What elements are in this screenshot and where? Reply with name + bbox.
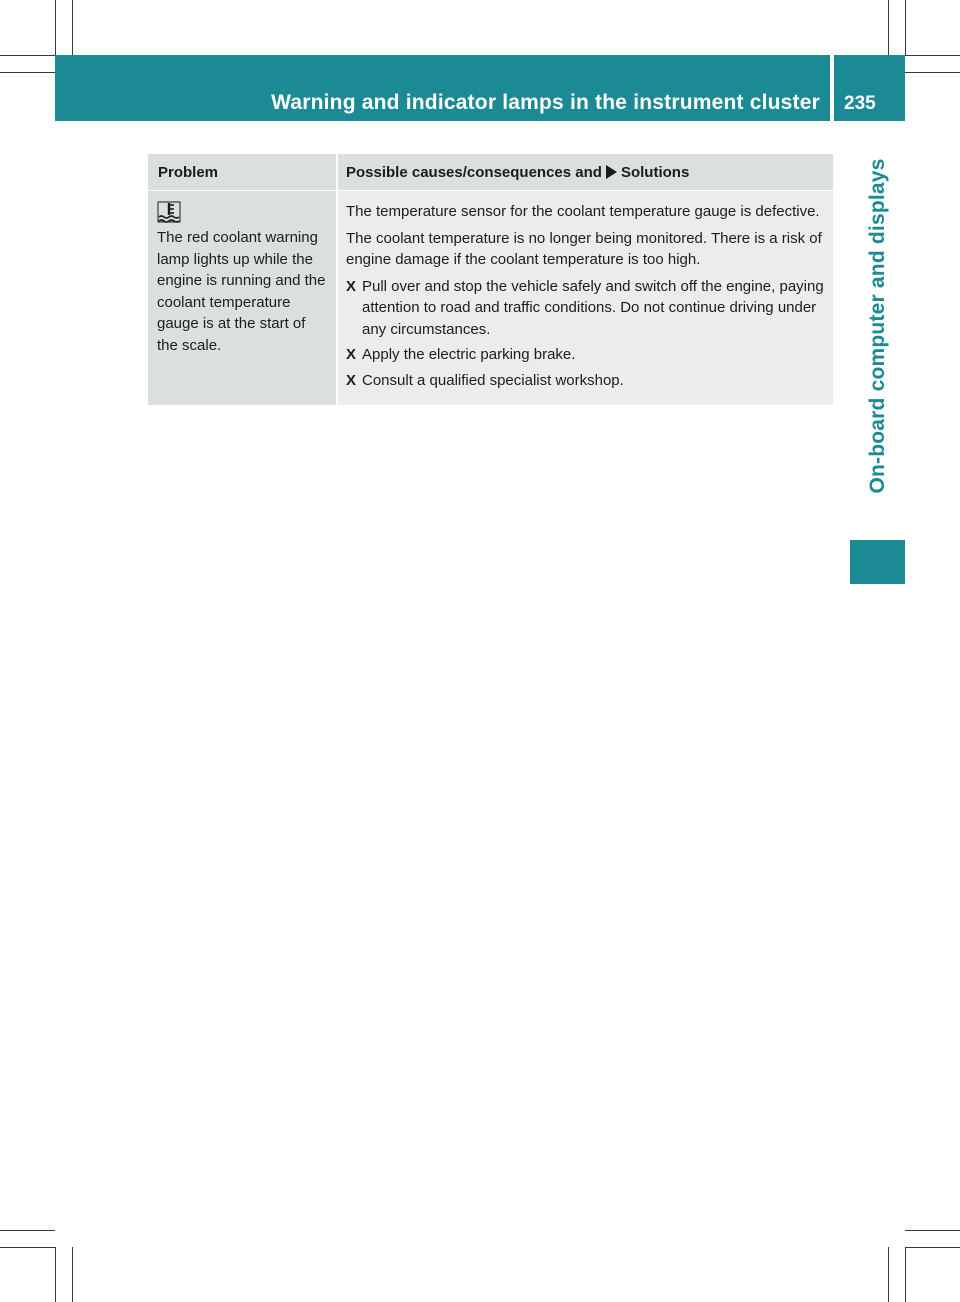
section-tab-marker — [850, 540, 905, 584]
column-header-solutions — [346, 164, 689, 181]
table-row — [148, 191, 833, 405]
cause-text: The temperature sensor for the coolant temperature gauge is defective. — [346, 203, 820, 220]
crop-mark — [72, 1247, 73, 1302]
problem-solution-table — [148, 154, 833, 405]
header-cell-solutions — [336, 154, 833, 190]
crop-mark — [905, 1247, 906, 1302]
solution-step — [346, 276, 827, 341]
table-header — [148, 154, 833, 190]
crop-mark — [905, 55, 960, 56]
crop-mark — [55, 1247, 56, 1302]
step-marker-icon: X — [346, 371, 357, 389]
page-number: 235 — [844, 93, 876, 114]
step-text: Apply the electric parking brake. — [362, 346, 576, 363]
step-marker-icon: X — [346, 346, 357, 363]
column-header-solutions-suffix: Solutions — [620, 163, 690, 181]
column-header-problem: Problem — [158, 163, 219, 181]
crop-mark — [0, 72, 55, 73]
column-header-solutions-prefix: Possible causes/consequences and — [346, 163, 602, 181]
crop-mark — [905, 0, 906, 55]
problem-cell — [148, 191, 336, 405]
solution-step — [346, 344, 827, 366]
step-text: Consult a qualified specialist workshop. — [362, 371, 624, 389]
step-text: Pull over and stop the vehicle safely and switch off the engine, paying attention to road and traffic conditions. Do not continue driving under any circumstances. — [362, 277, 824, 338]
crop-mark — [905, 72, 960, 73]
arrow-right-icon — [606, 165, 617, 179]
header-band — [55, 55, 830, 121]
consequence-text: The coolant temperature is no longer being monitored. There is a risk of engine damage if the coolant temperature is too high. — [346, 229, 822, 268]
header-cell-problem — [148, 154, 336, 190]
step-marker-icon: X — [346, 277, 357, 295]
crop-mark — [0, 55, 55, 56]
page-title: Warning and indicator lamps in the instrument cluster — [271, 91, 820, 114]
solutions-cell — [336, 191, 833, 405]
section-title: On-board computer and displays — [865, 158, 889, 494]
crop-mark — [905, 1247, 960, 1248]
crop-mark — [905, 1230, 960, 1231]
crop-mark — [55, 0, 56, 55]
crop-mark — [0, 1247, 55, 1248]
section-side-label — [850, 121, 905, 531]
crop-mark — [72, 0, 73, 55]
crop-mark — [888, 1247, 889, 1302]
crop-mark — [888, 0, 889, 55]
problem-text: The red coolant warning lamp lights up while the engine is running and the coolant temperature gauge is at the start of the scale. — [157, 229, 326, 354]
page-number-band — [834, 55, 905, 121]
crop-mark — [0, 1230, 55, 1231]
solution-step — [346, 370, 827, 392]
coolant-temperature-icon — [157, 201, 181, 223]
